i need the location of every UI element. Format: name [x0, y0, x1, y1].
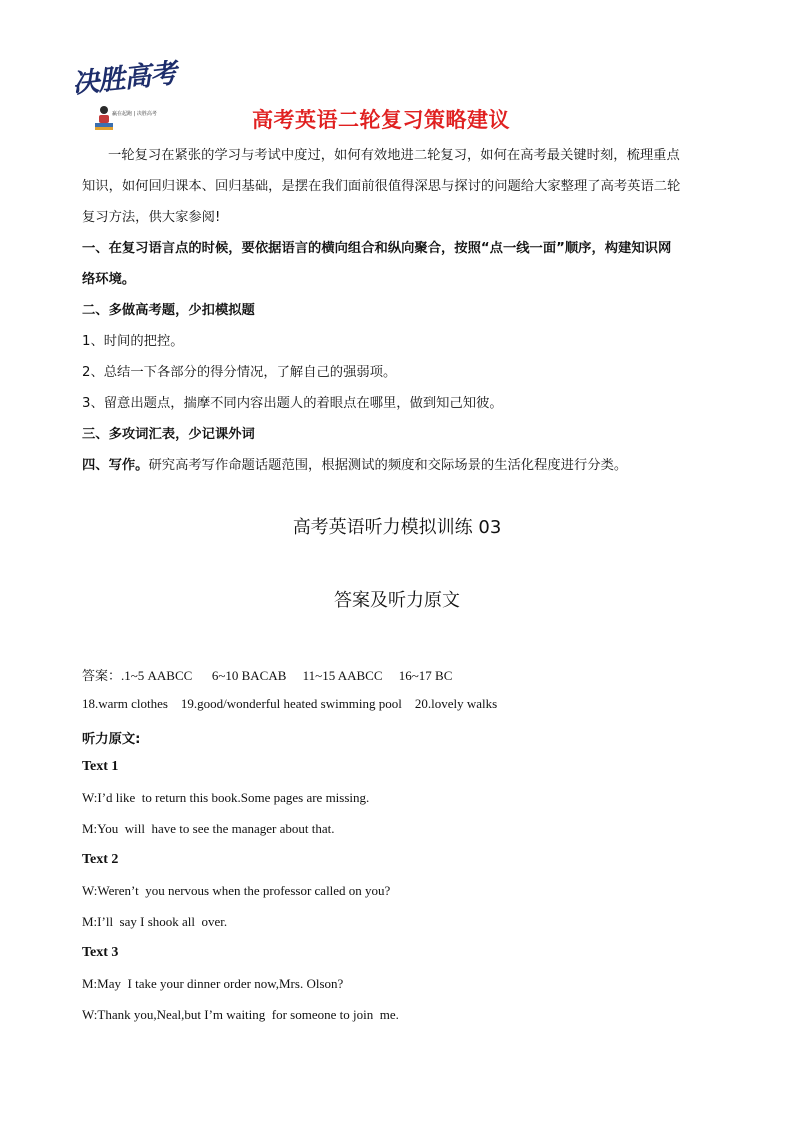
section-2-heading: 二、多做高考题，少扣模拟题 [82, 303, 255, 318]
text-3-line-2: W:Thank you,Neal,but I’m waiting for someone to join me. [82, 1007, 399, 1022]
text-2-line-2: M:I’ll say I shook all over. [82, 914, 228, 929]
text-2-label: Text 2 [82, 852, 119, 867]
intro-line-3: 复习方法，供大家参阅! [82, 210, 221, 225]
page-title: 高考英语二轮复习策略建议 [252, 108, 510, 132]
section-2-item-1: 1、时间的把控。 [82, 334, 184, 349]
text-3-line-1: M:May I take your dinner order now,Mrs. Olson? [82, 976, 344, 991]
section-2-item-3: 3、留意出题点，揣摩不同内容出题人的着眼点在哪里，做到知己知彼。 [82, 396, 503, 411]
text-2-line-1: W:Weren’t you nervous when the professor called on you? [82, 883, 391, 898]
exercise-subtitle: 答案及听力原文 [334, 590, 460, 611]
text-1-line-1: W:I’d like to return this book.Some pages are missing. [82, 790, 370, 805]
section-1-line-2: 络环境。 [82, 272, 136, 287]
section-4-heading: 四、写作。 [82, 458, 149, 473]
intro-line-1: 一轮复习在紧张的学习与考试中度过，如何有效地进二轮复习，如何在高考最关键时刻，梳理重点 [108, 148, 680, 163]
text-1-line-2: M:You will have to see the manager about that. [82, 821, 335, 836]
logo-text: 决胜高考 [70, 58, 178, 100]
student-reading-icon [92, 104, 116, 132]
exercise-title: 高考英语听力模拟训练 03 [292, 517, 502, 538]
logo [70, 58, 190, 138]
section-1-line-1: 一、在复习语言点的时候，要依据语言的横向组合和纵向聚合，按照“点一线一面”顺序，构建知识网 [82, 241, 672, 256]
section-3-heading: 三、多攻词汇表，少记课外词 [82, 427, 255, 442]
text-1-label: Text 1 [82, 759, 119, 774]
section-2-item-2: 2、总结一下各部分的得分情况，了解自己的强弱项。 [82, 365, 397, 380]
logo-subtitle: 赢在起跑 | 决胜高考 [112, 111, 157, 117]
answers-line-1: 答案：.1~5 AABCC 6~10 BACAB 11~15 AABCC 16~17 BC [82, 668, 453, 683]
text-3-label: Text 3 [82, 945, 119, 960]
section-4 [82, 450, 714, 481]
answers-line-2: 18.warm clothes 19.good/wonderful heated swimming pool 20.lovely walks [82, 696, 498, 711]
section-4-body: 研究高考写作命题话题范围，根据测试的频度和交际场景的生活化程度进行分类。 [148, 458, 628, 473]
transcript-label: 听力原文: [82, 732, 141, 747]
intro-line-2: 知识，如何回归课本、回归基础，是摆在我们面前很值得深思与探讨的问题给大家整理了高考英语二轮 [82, 179, 681, 194]
